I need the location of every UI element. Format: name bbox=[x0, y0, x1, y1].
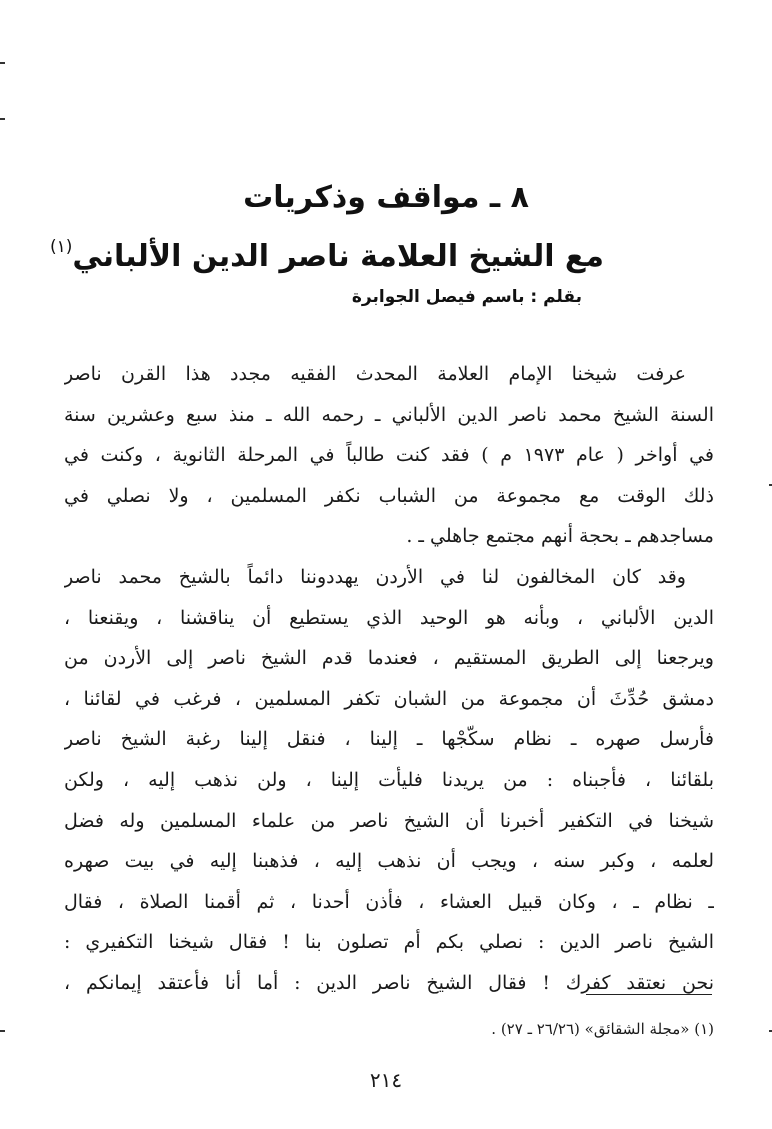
body-line: في أواخر ( عام ١٩٧٣ م ) فقد كنت طالباً في المرحلة الثانوية ، وكنت في bbox=[64, 444, 714, 467]
chapter-subtitle-text: مع الشيخ العلامة ناصر الدين الألباني bbox=[72, 239, 604, 274]
chapter-title: ٨ ـ مواقف وذكريات bbox=[243, 180, 529, 215]
scan-edge-mark bbox=[0, 62, 5, 64]
body-line: نحن نعتقد كفرك ! فقال الشيخ ناصر الدين : أما أنا فأعتقد إيمانكم ، bbox=[64, 971, 714, 994]
footnote: (١) «مجلة الشقائق» (٢٦/٢٦ ـ ٢٧) . bbox=[491, 1020, 714, 1038]
chapter-subtitle bbox=[0, 226, 772, 278]
body-line: دمشق حُدِّثَ أن مجموعة من الشبان تكفر المسلمين ، فرغب في لقائنا ، bbox=[64, 687, 714, 710]
body-line: مساجدهم ـ بحجة أنهم مجتمع جاهلي ـ . bbox=[406, 525, 714, 548]
author-byline: بقلم : باسم فيصل الجوابرة bbox=[351, 287, 582, 307]
footnote-reference: (١) bbox=[49, 237, 73, 257]
body-line: ويرجعنا إلى الطريق المستقيم ، فعندما قدم الشيخ ناصر إلى الأردن من bbox=[64, 647, 714, 670]
body-line: ذلك الوقت مع مجموعة من الشباب نكفر المسلمين ، ولا نصلي في bbox=[64, 484, 714, 507]
page-number: ٢١٤ bbox=[369, 1068, 403, 1092]
body-line: الدين الألباني ، وبأنه هو الوحيد الذي يستطيع أن يناقشنا ، ويقنعنا ، bbox=[64, 606, 714, 629]
scan-edge-mark bbox=[0, 118, 5, 120]
body-line: فأرسل صهره ـ نظام سكّجْها ـ إلينا ، فنقل إلينا رغبة الشيخ ناصر bbox=[64, 728, 714, 751]
body-line: الشيخ ناصر الدين : نصلي بكم أم تصلون بنا ! فقال شيخنا التكفيري : bbox=[64, 931, 714, 954]
scan-edge-mark bbox=[0, 1030, 5, 1032]
body-line: السنة الشيخ محمد ناصر الدين الألباني ـ رحمه الله ـ منذ سبع وعشرين سنة bbox=[64, 403, 714, 426]
body-line: ـ نظام ـ ، وكان قبيل العشاء ، فأذن أحدنا ، ثم أقمنا الصلاة ، فقال bbox=[64, 890, 714, 913]
body-line: لعلمه ، وكبر سنه ، ويجب أن نذهب إليه ، فذهبنا إليه في بيت صهره bbox=[64, 850, 714, 873]
body-line: وقد كان المخالفون لنا في الأردن يهددوننا دائماً بالشيخ محمد ناصر bbox=[64, 565, 686, 588]
footnote-divider bbox=[586, 994, 712, 995]
body-line: عرفت شيخنا الإمام العلامة المحدث الفقيه مجدد هذا القرن ناصر bbox=[64, 363, 686, 385]
body-paragraphs bbox=[64, 354, 714, 1004]
body-line: بلقائنا ، فأجبناه : من يريدنا فليأت إلينا ، ولن نذهب إليه ، ولكن bbox=[64, 768, 714, 791]
body-line: شيخنا في التكفير أخبرنا أن الشيخ ناصر من علماء المسلمين وله فضل bbox=[64, 809, 714, 832]
